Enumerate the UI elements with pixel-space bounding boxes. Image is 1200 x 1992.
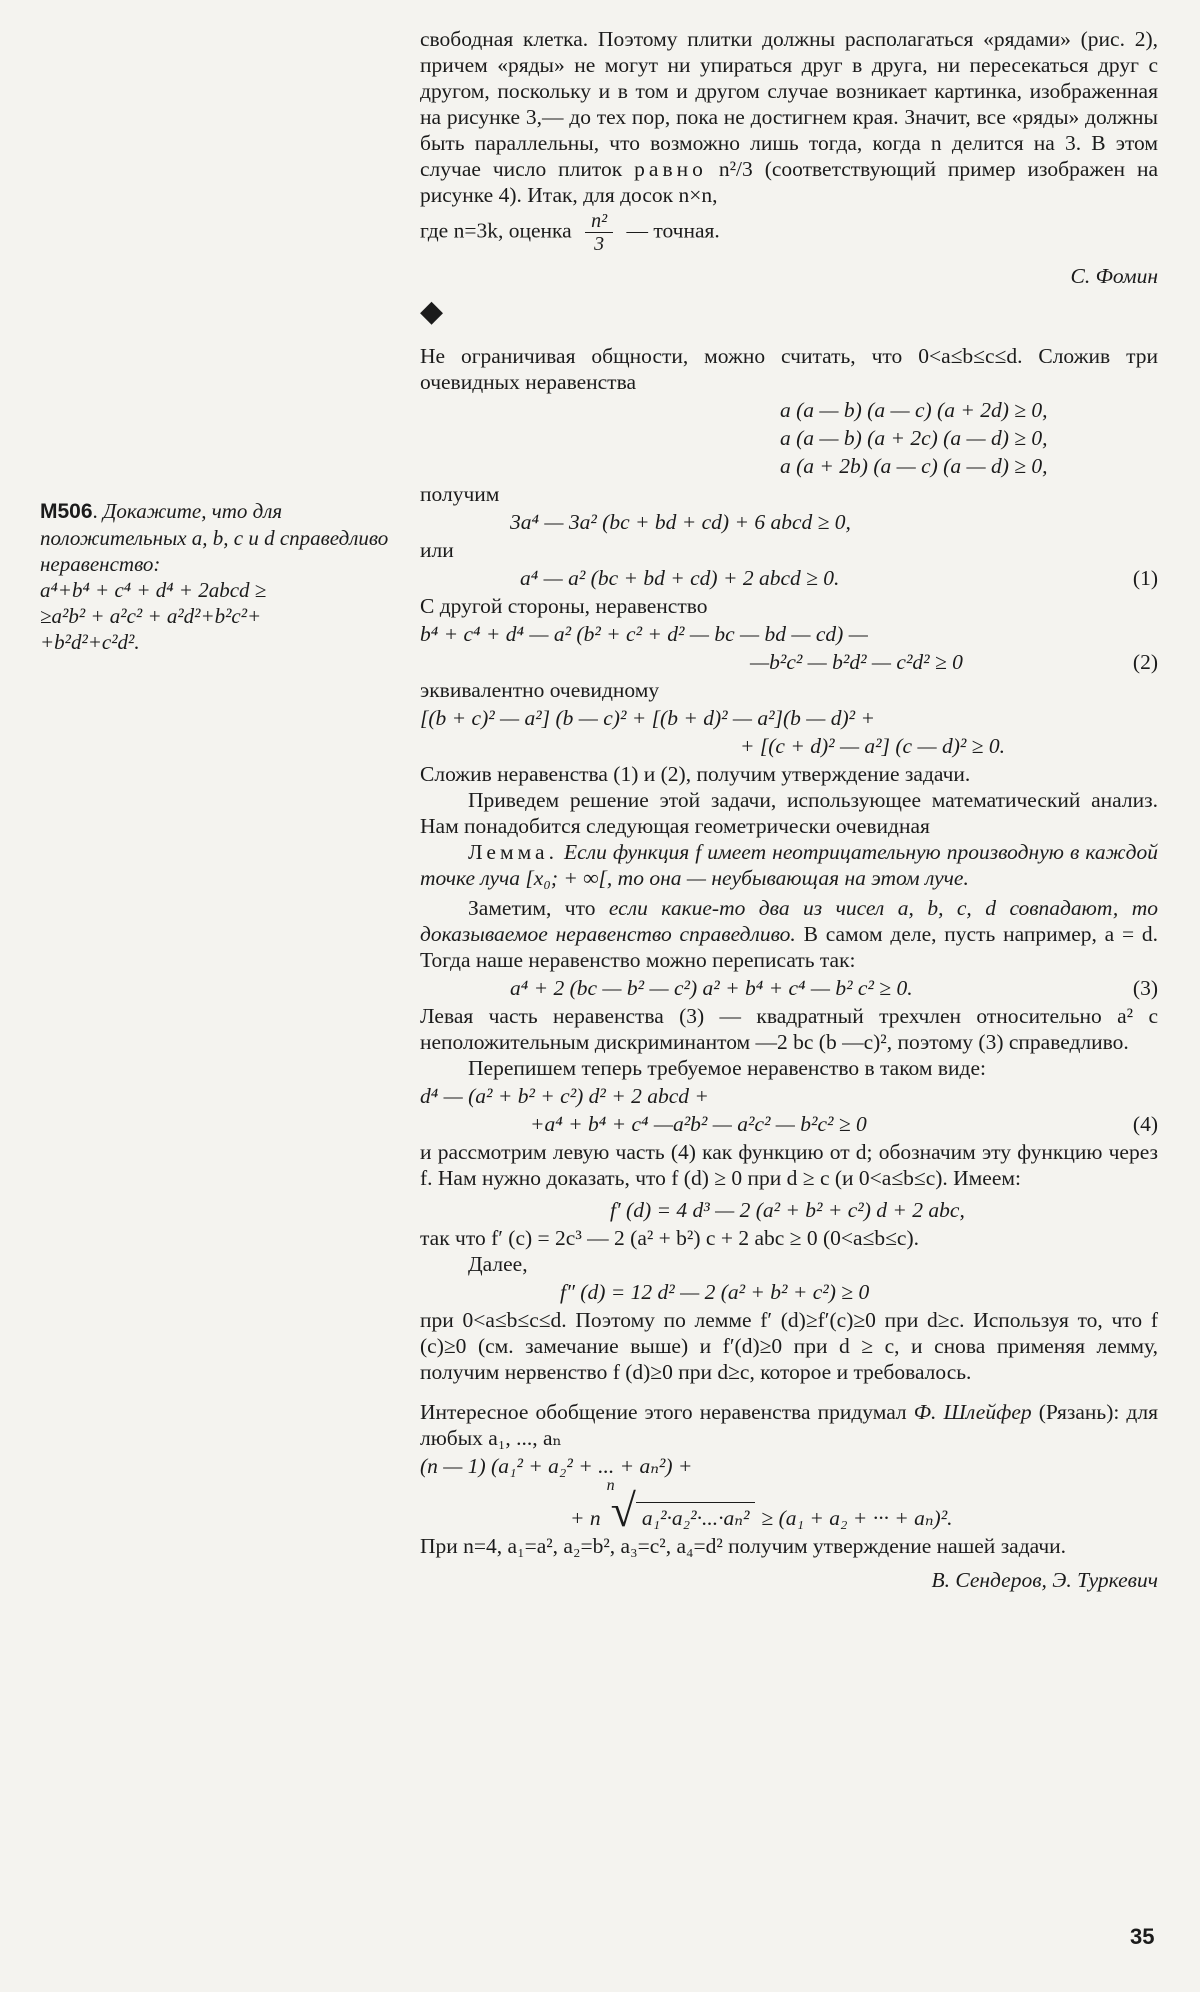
solution-intro: Не ограничивая общности, можно считать, что 0<a≤b≤c≤d. Сложив три очевидных неравенства — [420, 344, 1158, 394]
inequality: a (a — b) (a — c) (a + 2d) ≥ 0, — [780, 398, 1048, 422]
final-paragraph: при 0<a≤b≤c≤d. Поэтому по лемме f′ (d)≥f′(c)≥0 при d≥c. Используя то, что f (c)≥0 (см. замечание выше) и f′(d)≥0 при d ≥ c, и снова применяя лемму, получим нервенство f (d)≥0 при d≥c, которое и требовалось. — [420, 1308, 1158, 1384]
generalization-intro: Интересное обобщение этого неравенства придумал Ф. Шлейфер (Рязань): для любых a₁, ..., aₙ — [420, 1400, 1158, 1450]
problem-number: М506 — [40, 500, 93, 523]
equation-2-line: —b²c² — b²d² — c²d² ≥ 0 (2) — [750, 650, 1158, 674]
consider-paragraph: и рассмотрим левую часть (4) как функцию от d; обозначим эту функцию через f. Нам нужно доказать, что f (d) ≥ 0 при d ≥ c (и 0<a≤b≤c). Имеем: — [420, 1140, 1158, 1190]
conclusion: Сложив неравенства (1) и (2), получим утверждение задачи. — [420, 762, 971, 786]
author-signature: С. Фомин — [1070, 264, 1158, 288]
equation-4-line: +a⁴ + b⁴ + c⁴ —a²b² — a²c² — b²c² ≥ 0 (4) — [530, 1112, 1158, 1136]
rewrite-paragraph: Перепишем теперь требуемое неравенство в таком виде: — [468, 1056, 986, 1080]
obvious-inequality-line: [(b + c)² — a²] (b — c)² + [(b + d)² — a²](b — d)² + — [420, 706, 876, 730]
derivative: f′ (d) = 4 d³ — 2 (a² + b² + c²) d + 2 abc, — [610, 1198, 965, 1222]
problem-formula-line: ≥a²b² + a²c² + a²d²+b²c²+ — [40, 604, 262, 628]
lemma: Лемма. Если функция f имеет неотрицательную производную в каждой точке луча [x₀; + ∞[, то она — неубывающая на этом луче. — [420, 840, 1158, 890]
page-number: 35 — [1130, 1924, 1155, 1949]
main-column — [420, 26, 1158, 1595]
text-line: эквивалентно очевидному — [420, 678, 660, 702]
problem-statement: М506. Докажите, что для положительных a, b, c и d справедливо неравенство: a⁴+b⁴ + c⁴ + d⁴ + 2abcd ≥ ≥a²b² + a²c² + a²d²+b²c²+ +b²d²+c²d². — [40, 498, 392, 655]
inequality: 3a⁴ — 3a² (bc + bd + cd) + 6 abcd ≥ 0, — [510, 510, 851, 534]
problem-formula-line: +b²d²+c²d². — [40, 630, 140, 654]
fraction: $\frac{\text{n²}}{3}$ — [585, 210, 613, 255]
analysis-intro: Приведем решение этой задачи, использующее математический анализ. Нам понадобится следующая геометрически очевидная — [420, 788, 1158, 838]
equation-1: a⁴ — a² (bc + bd + cd) + 2 abcd ≥ 0. (1) — [520, 566, 1158, 590]
section-divider-icon: ◆ — [420, 295, 444, 328]
substitution-paragraph: При n=4, a₁=a², a₂=b², a₃=c², a₄=d² получим утверждение нашей задачи. — [420, 1534, 1067, 1558]
left-part-paragraph: Левая часть неравенства (3) — квадратный трехчлен относительно a² с неположительным дискриминантом —2 bc (b —c)², поэтому (3) справедливо. — [420, 1004, 1158, 1054]
inequality: a (a — b) (a + 2c) (a — d) ≥ 0, — [780, 426, 1048, 450]
text-line: С другой стороны, неравенство — [420, 594, 708, 618]
inequality: a (a + 2b) (a — c) (a — d) ≥ 0, — [780, 454, 1048, 478]
generalization-root-line: + n n √ a₁²·a₂²·...·aₙ² ≥ (a₁ + a₂ + ··· + aₙ)². — [570, 1477, 953, 1536]
text-line: Далее, — [468, 1252, 528, 1276]
prev-solution-paragraph: свободная клетка. Поэтому плитки должны располагаться «рядами» (рис. 2), причем «ряды» не могут ни упираться друг в друга, ни пересекаться друг с другом, поскольку и в том и другом случае возникает картинка, изображенная на рисунке 3,— до тех пор, пока не достигнем края. Значит, все «ряды» должны быть параллельны, что возможно лишь тогда, когда n делится на 3. В этом случае число плиток равно n²/3 (соответствующий пример изображен на рисунке 4). Итак, для досок n×n, — [420, 27, 1159, 207]
generalization-line: (n — 1) (a₁² + a₂² + ... + aₙ²) + — [420, 1454, 693, 1478]
second-derivative: f″ (d) = 12 d² — 2 (a² + b² + c²) ≥ 0 — [560, 1280, 870, 1304]
equation-2-line: b⁴ + c⁴ + d⁴ — a² (b² + c² + d² — bc — bd — cd) — — [420, 622, 868, 646]
problem-formula-line: a⁴+b⁴ + c⁴ + d⁴ + 2abcd ≥ — [40, 578, 267, 602]
equation-3: a⁴ + 2 (bc — b² — c²) a² + b⁴ + c⁴ — b² c² ≥ 0. (3) — [510, 976, 1158, 1000]
nth-root: n √ a₁²·a₂²·...·aₙ² — [607, 1491, 756, 1531]
text-line: получим — [420, 482, 500, 506]
so-that-line: так что f′ (c) = 2c³ — 2 (a² + b²) c + 2 abc ≥ 0 (0<a≤b≤c). — [420, 1226, 919, 1250]
text-line: или — [420, 538, 454, 562]
equation-4-line: d⁴ — (a² + b² + c²) d² + 2 abcd + — [420, 1084, 709, 1108]
problem-text: Докажите, что для положительных a, b, c и d справедливо неравенство: — [40, 499, 389, 576]
author-signature: В. Сендеров, Э. Туркевич — [931, 1568, 1158, 1592]
prev-solution-estimate: где n=3k, оценка $\frac{\text{n²}}{3}$ — точная. — [420, 210, 720, 255]
remark: Заметим, что если какие-то два из чисел a, b, c, d совпадают, то доказываемое неравенство справедливо. В самом деле, пусть например, a = d. Тогда наше неравенство можно переписать так: — [420, 896, 1158, 972]
obvious-inequality-line: + [(c + d)² — a²] (c — d)² ≥ 0. — [740, 734, 1005, 758]
